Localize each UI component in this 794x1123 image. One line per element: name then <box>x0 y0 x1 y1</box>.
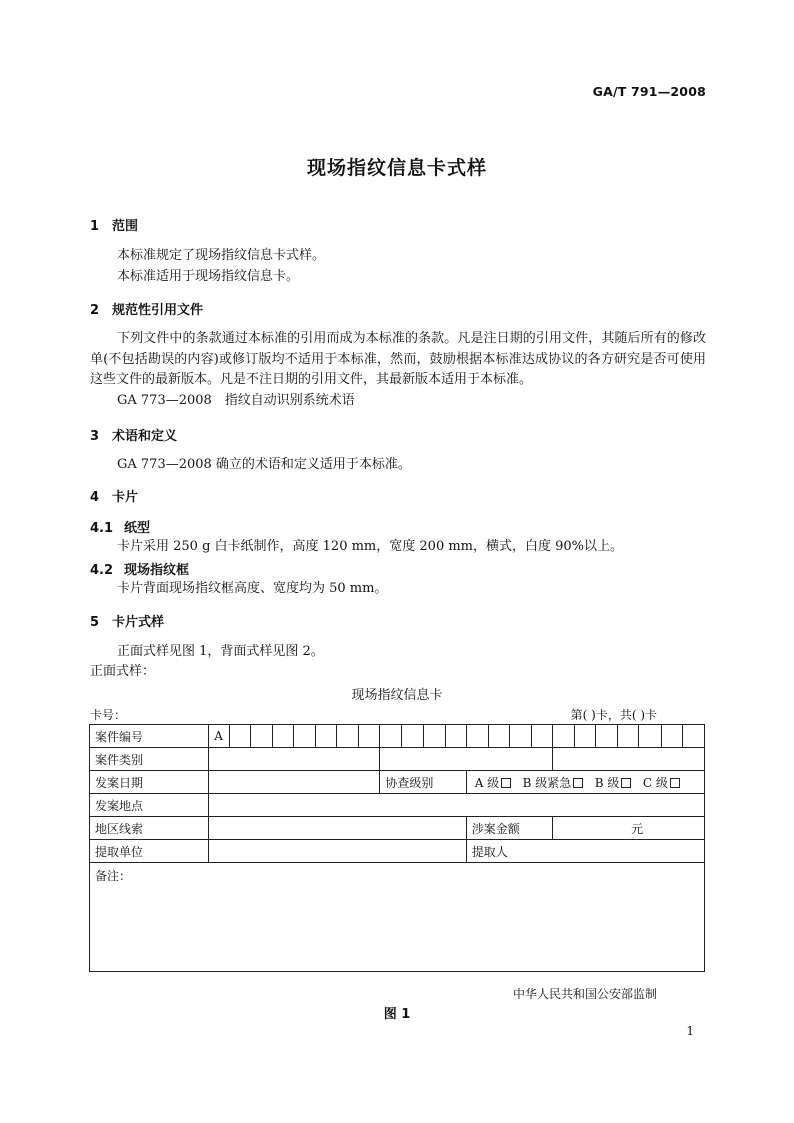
case-date-row <box>90 771 705 794</box>
case-type-field-extra[interactable] <box>553 748 705 771</box>
section-4-heading <box>90 486 138 505</box>
case-date-label: 发案日期 <box>90 771 209 794</box>
section-5-heading <box>90 611 164 630</box>
case-number-row <box>90 725 705 748</box>
case-number-digit[interactable] <box>380 725 402 748</box>
case-number-prefix: A <box>208 725 229 748</box>
section-3-heading <box>90 425 177 444</box>
case-number-digit[interactable] <box>661 725 682 748</box>
checkbox-icon[interactable] <box>621 778 631 788</box>
case-type-row <box>90 748 705 771</box>
remarks-label: 备注： <box>95 869 132 883</box>
document-title: 现场指纹信息卡式样 <box>306 157 487 179</box>
region-clue-label: 地区线索 <box>90 817 209 840</box>
paragraph: 正面式样见图 1，背面式样见图 2。 <box>117 644 324 659</box>
section-title: 规范性引用文件 <box>112 303 204 318</box>
section-title: 现场指纹框 <box>124 563 190 578</box>
reference-item: GA 773—2008 指纹自动识别系统术语 <box>117 393 355 408</box>
paragraph: 本标准适用于现场指纹信息卡。 <box>117 269 300 284</box>
level-b-option[interactable]: B 级 <box>595 776 632 790</box>
section-2-heading <box>90 299 203 318</box>
case-number-digit[interactable] <box>466 725 488 748</box>
case-number-digit[interactable] <box>575 725 596 748</box>
paragraph: 卡片采用 250 g 白卡纸制作，高度 120 mm，宽度 200 mm，横式，白度 90%以上。 <box>117 539 624 554</box>
case-number-digit[interactable] <box>359 725 380 748</box>
section-1-heading <box>90 215 138 234</box>
paragraph: 下列文件中的条款通过本标准的引用而成为本标准的条款。凡是注日期的引用文件，其随后所有的修改单(不包括勘误的内容)或修订版均不适用于本标准，然而，鼓励根据本标准达成协议的各方研究是否可使用这些文件的最新版本。凡是不注日期的引用文件，其最新版本适用于本标准。 <box>90 331 706 387</box>
case-number-digit[interactable] <box>488 725 509 748</box>
card-page-label: 第( )卡，共( )卡 <box>570 708 657 722</box>
case-number-digit[interactable] <box>272 725 293 748</box>
extract-unit-label: 提取单位 <box>90 840 209 863</box>
location-label: 发案地点 <box>90 794 209 817</box>
supervisor-text: 中华人民共和国公安部监制 <box>512 987 657 1001</box>
front-sample-label: 正面式样： <box>90 664 156 679</box>
region-clue-field[interactable] <box>208 817 466 840</box>
assist-level-label: 协查级别 <box>380 771 466 794</box>
section-4-1-heading <box>90 517 150 536</box>
case-number-digit[interactable] <box>682 725 704 748</box>
case-number-digit[interactable] <box>596 725 618 748</box>
location-row <box>90 794 705 817</box>
section-number: 4 <box>90 490 100 505</box>
section-title: 卡片式样 <box>112 615 165 630</box>
paragraph: 本标准规定了现场指纹信息卡式样。 <box>117 248 326 263</box>
case-number-digit[interactable] <box>509 725 531 748</box>
location-field[interactable] <box>208 794 704 817</box>
level-c-option[interactable]: C 级 <box>643 776 680 790</box>
amount-field[interactable] <box>553 817 705 840</box>
section-number: 2 <box>90 303 100 318</box>
extract-unit-field[interactable] <box>208 840 466 863</box>
case-number-digit[interactable] <box>639 725 661 748</box>
case-number-digit[interactable] <box>316 725 337 748</box>
remarks-field[interactable] <box>90 863 705 972</box>
case-number-digit[interactable] <box>553 725 575 748</box>
case-date-field[interactable] <box>208 771 380 794</box>
card-title: 现场指纹信息卡 <box>351 688 443 703</box>
section-number: 3 <box>90 429 100 444</box>
case-number-digit[interactable] <box>250 725 272 748</box>
section-4-2-heading <box>90 559 189 578</box>
case-type-field[interactable] <box>208 748 380 771</box>
case-number-digit[interactable] <box>445 725 466 748</box>
paragraph: GA 773—2008 确立的术语和定义适用于本标准。 <box>117 457 411 472</box>
case-number-digit[interactable] <box>337 725 359 748</box>
case-number-digit[interactable] <box>229 725 250 748</box>
case-type-label: 案件类别 <box>90 748 209 771</box>
paragraph: 卡片背面现场指纹框高度、宽度均为 50 mm。 <box>117 581 388 596</box>
assist-level-options <box>466 771 704 794</box>
section-title: 术语和定义 <box>112 429 178 444</box>
fingerprint-info-card <box>89 724 705 972</box>
section-number: 4.2 <box>90 563 114 578</box>
section-number: 1 <box>90 219 100 234</box>
section-title: 纸型 <box>124 521 151 536</box>
level-b-urgent-option[interactable]: B 级紧急 <box>523 776 584 790</box>
level-a-option[interactable]: A 级 <box>475 776 511 790</box>
case-number-digit[interactable] <box>293 725 315 748</box>
section-number: 5 <box>90 615 100 630</box>
checkbox-icon[interactable] <box>670 778 680 788</box>
amount-unit: 元 <box>631 821 644 836</box>
page-number: 1 <box>686 1024 694 1038</box>
card-number-label: 卡号： <box>90 708 127 722</box>
case-number-label: 案件编号 <box>90 725 209 748</box>
figure-caption: 图 1 <box>383 1007 411 1022</box>
section-title: 卡片 <box>112 490 139 505</box>
standard-number: GA/T 791—2008 <box>592 84 706 99</box>
region-clue-row <box>90 817 705 840</box>
case-number-digit[interactable] <box>423 725 445 748</box>
case-type-field-extra[interactable] <box>380 748 553 771</box>
case-number-digit[interactable] <box>531 725 552 748</box>
remarks-row <box>90 863 705 972</box>
extract-row <box>90 840 705 863</box>
checkbox-icon[interactable] <box>501 778 511 788</box>
section-number: 4.1 <box>90 521 114 536</box>
extractor-label[interactable]: 提取人 <box>466 840 704 863</box>
case-number-digit[interactable] <box>618 725 639 748</box>
section-title: 范围 <box>112 219 139 234</box>
checkbox-icon[interactable] <box>573 778 583 788</box>
amount-label: 涉案金额 <box>466 817 552 840</box>
case-number-digit[interactable] <box>402 725 423 748</box>
